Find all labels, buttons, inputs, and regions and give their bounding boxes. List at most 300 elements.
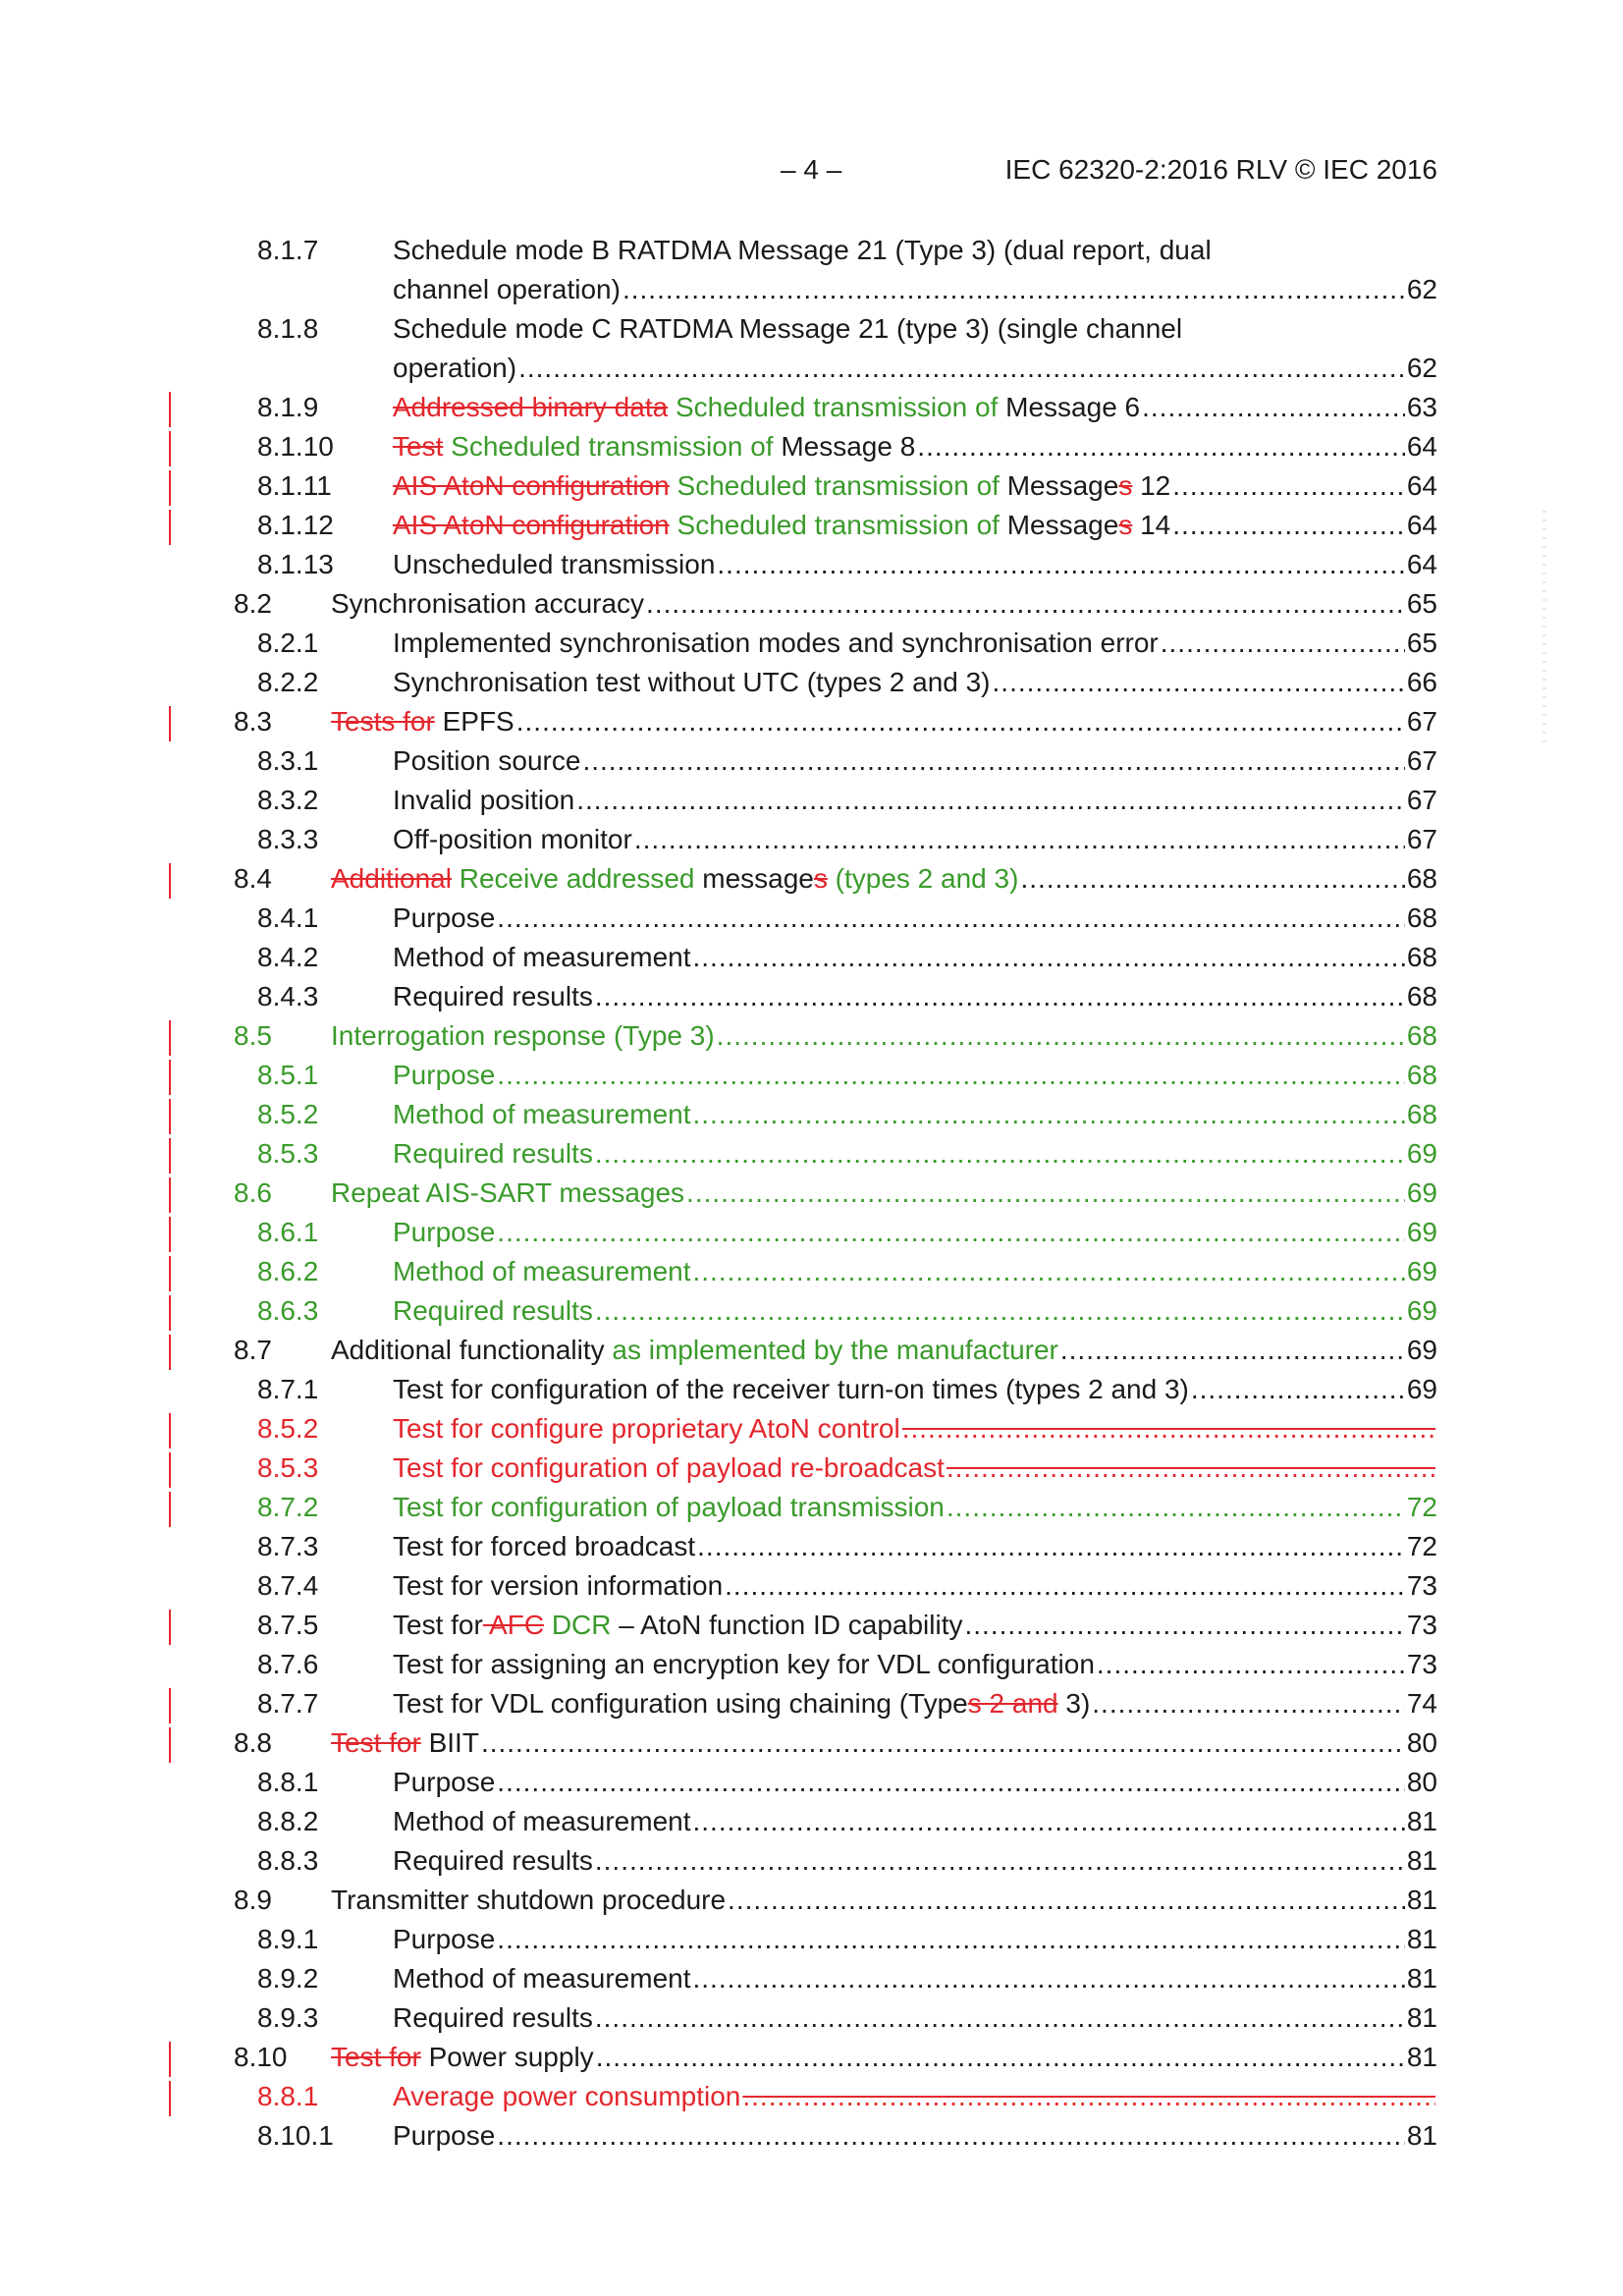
toc-entry-title	[393, 466, 1437, 506]
toc-entry-page: 72	[1406, 1531, 1437, 1561]
change-bar	[169, 1099, 171, 1134]
toc-entry[interactable]	[0, 1016, 1623, 1056]
toc-entry[interactable]	[0, 702, 1623, 741]
title-text: Message 6	[998, 392, 1141, 422]
toc-entry-title	[331, 1723, 1437, 1763]
title-text: BIIT	[420, 1727, 479, 1758]
change-bar	[169, 2042, 171, 2077]
dot-leader	[902, 1409, 1435, 1449]
title-text: Required results	[393, 1138, 593, 1169]
toc-entry[interactable]	[0, 388, 1623, 427]
toc-entry-number: 8.3.2	[257, 785, 319, 815]
toc-entry-number: 8.1.8	[257, 313, 319, 344]
toc-entry-number: 8.1.12	[257, 510, 334, 540]
toc-entry-title	[393, 2116, 1437, 2156]
toc-entry[interactable]	[0, 231, 1623, 309]
change-bar	[169, 1452, 171, 1488]
toc-entry-page: 80	[1406, 1727, 1437, 1758]
toc-entry[interactable]	[0, 663, 1623, 702]
dot-leader	[693, 938, 1405, 977]
toc-entry-page: 81	[1406, 1885, 1437, 1915]
dot-leader	[725, 1566, 1405, 1606]
toc-entry[interactable]	[0, 545, 1623, 584]
toc-entry-page: 68	[1406, 981, 1437, 1011]
change-bar	[169, 510, 171, 545]
title-text: Test for configuration of the receiver turn-on times (types 2 and 3)	[393, 1374, 1189, 1404]
toc-entry-title	[393, 899, 1437, 938]
deleted-text: Addressed binary data	[393, 392, 669, 422]
toc-entry-title	[393, 1998, 1437, 2038]
deleted-text: AIS AtoN configuration	[393, 470, 670, 501]
toc-entry[interactable]	[0, 741, 1623, 781]
dot-leader	[693, 1095, 1405, 1134]
dot-leader	[693, 1959, 1405, 1998]
toc-entry[interactable]	[0, 584, 1623, 624]
toc-entry[interactable]	[0, 1998, 1623, 2038]
toc-entry-page: 65	[1406, 628, 1437, 658]
deleted-text: s	[1118, 470, 1133, 501]
toc-entry-title	[331, 702, 1437, 741]
dot-leader	[518, 349, 1405, 388]
dot-leader	[717, 1016, 1405, 1056]
title-text: Test for VDL configuration using chaining (Type	[393, 1688, 968, 1719]
dot-leader	[595, 977, 1405, 1016]
dot-leader	[1092, 1684, 1405, 1723]
dot-leader	[917, 427, 1405, 466]
deleted-text: s	[813, 863, 828, 894]
dot-leader	[742, 2077, 1435, 2116]
toc-entry-number: 8.7.1	[257, 1374, 319, 1404]
dot-leader	[1060, 1331, 1405, 1370]
title-text	[670, 470, 677, 501]
toc-entry-number: 8.7.4	[257, 1570, 319, 1601]
toc-entry[interactable]	[0, 2116, 1623, 2156]
toc-entry-title	[393, 1409, 1437, 1449]
toc-entry-title	[393, 781, 1437, 820]
toc-entry[interactable]	[0, 1606, 1623, 1645]
toc-entry-number: 8.2	[234, 588, 272, 619]
title-text: Off-position monitor	[393, 824, 632, 854]
title-text: Position source	[393, 745, 581, 776]
dot-leader	[1097, 1645, 1405, 1684]
dot-leader	[686, 1174, 1405, 1213]
toc-entry-page: 69	[1406, 1374, 1437, 1404]
toc-entry[interactable]	[0, 859, 1623, 899]
toc-entry[interactable]	[0, 1527, 1623, 1566]
toc-entry-number: 8.7.2	[257, 1492, 319, 1522]
change-bar	[169, 1177, 171, 1213]
toc-entry-page: 81	[1406, 1845, 1437, 1876]
toc-entry-title	[393, 624, 1437, 663]
toc-entry-title	[331, 1331, 1437, 1370]
title-text: Purpose	[393, 1217, 496, 1247]
toc-entry-number: 8.4.1	[257, 902, 319, 933]
title-text: Implemented synchronisation modes and synchronisation error	[393, 628, 1159, 658]
title-text: Interrogation response (Type 3)	[331, 1020, 715, 1051]
dot-leader	[1172, 466, 1405, 506]
toc-entry-title	[331, 2038, 1437, 2077]
toc-entry[interactable]	[0, 1291, 1623, 1331]
toc-entry-number: 8.5.1	[257, 1060, 319, 1090]
change-bar	[169, 1256, 171, 1291]
dot-leader	[693, 1802, 1405, 1841]
toc-entry-page: 64	[1406, 549, 1437, 579]
toc-entry-number: 8.8.1	[257, 2081, 319, 2111]
toc-entry-page: 68	[1406, 1060, 1437, 1090]
title-text	[828, 863, 836, 894]
toc-entry-title	[393, 1291, 1437, 1331]
title-text: Method of measurement	[393, 1963, 691, 1994]
toc-entry-number: 8.6.3	[257, 1295, 319, 1326]
toc-entry[interactable]	[0, 899, 1623, 938]
toc-entry-page: 67	[1406, 824, 1437, 854]
title-text: Additional functionality	[331, 1335, 613, 1365]
title-text: Method of measurement	[393, 1099, 691, 1129]
title-text: EPFS	[434, 706, 514, 737]
toc-entry-title	[331, 859, 1437, 899]
title-text: Message	[999, 470, 1119, 501]
toc-entry[interactable]	[0, 1095, 1623, 1134]
toc-entry[interactable]	[0, 624, 1623, 663]
toc-entry-page: 69	[1406, 1138, 1437, 1169]
toc-entry-title	[393, 1213, 1437, 1252]
change-bar	[169, 2081, 171, 2116]
toc-entry[interactable]	[0, 1763, 1623, 1802]
toc-entry-number: 8.8.3	[257, 1845, 319, 1876]
toc-entry[interactable]	[0, 2077, 1623, 2116]
title-text: Required results	[393, 1295, 593, 1326]
dot-leader	[1161, 624, 1405, 663]
change-bar	[169, 470, 171, 506]
toc-entry-number: 8.6.1	[257, 1217, 319, 1247]
change-bar	[169, 392, 171, 427]
change-bar	[169, 1217, 171, 1252]
toc-entry-page: 63	[1406, 392, 1437, 422]
page-number: – 4 –	[781, 154, 842, 185]
toc-entry[interactable]	[0, 1959, 1623, 1998]
toc-entry-page: 64	[1406, 470, 1437, 501]
deleted-text: Test	[393, 431, 444, 462]
title-text: Test for configuration of payload transmission	[393, 1492, 945, 1522]
toc-entry[interactable]	[0, 781, 1623, 820]
toc-entry-number: 8.5	[234, 1020, 272, 1051]
change-bar	[169, 1727, 171, 1763]
toc-entry-title	[393, 309, 1437, 388]
title-text: Message	[999, 510, 1119, 540]
toc-entry[interactable]	[0, 506, 1623, 545]
toc-entry-page: 81	[1406, 2002, 1437, 2033]
toc-entry[interactable]	[0, 1684, 1623, 1723]
toc-entry-title	[393, 231, 1437, 309]
toc-entry-number: 8.2.2	[257, 667, 319, 697]
toc-entry-number: 8.3.3	[257, 824, 319, 854]
page-header	[0, 150, 1623, 190]
toc-entry-page: 66	[1406, 667, 1437, 697]
toc-entry-page: 69	[1406, 1295, 1437, 1326]
toc-entry-number: 8.9.1	[257, 1924, 319, 1954]
toc-entry-number: 8.10.1	[257, 2120, 334, 2151]
title-text: Purpose	[393, 1924, 496, 1954]
change-bar	[169, 1020, 171, 1056]
toc-entry-title	[331, 1174, 1437, 1213]
deleted-text: s 2 and	[967, 1688, 1058, 1719]
toc-entry[interactable]	[0, 309, 1623, 388]
toc-entry-title	[393, 820, 1437, 859]
toc-entry[interactable]	[0, 1881, 1623, 1920]
toc-entry-number: 8.7.5	[257, 1610, 319, 1640]
toc-entry-page: 68	[1406, 942, 1437, 972]
toc-entry[interactable]	[0, 1134, 1623, 1174]
toc-entry-page: 64	[1406, 510, 1437, 540]
dot-leader	[964, 1606, 1404, 1645]
inserted-text: (types 2 and 3)	[835, 863, 1019, 894]
deleted-text: Additional	[331, 863, 452, 894]
dot-leader	[622, 270, 1405, 309]
toc-entry-title	[393, 1527, 1437, 1566]
toc-entry-title	[393, 1370, 1437, 1409]
dot-leader	[576, 781, 1405, 820]
toc-entry-number: 8.4.2	[257, 942, 319, 972]
title-text: Schedule mode C RATDMA Message 21 (type 3) (single channel	[393, 313, 1183, 344]
dot-leader	[697, 1527, 1405, 1566]
dot-leader	[497, 1213, 1405, 1252]
toc-entry-number: 8.7.3	[257, 1531, 319, 1561]
toc-entry-number: 8.3	[234, 706, 272, 737]
toc-entry-page: 65	[1406, 588, 1437, 619]
document-id: IEC 62320-2:2016 RLV © IEC 2016	[1004, 154, 1437, 185]
toc-entry-number: 8.1.10	[257, 431, 334, 462]
toc-entry[interactable]	[0, 1056, 1623, 1095]
toc-entry-number: 8.8.2	[257, 1806, 319, 1836]
title-text: Schedule mode B RATDMA Message 21 (Type 3) (dual report, dual	[393, 235, 1212, 265]
title-text	[443, 431, 451, 462]
toc-entry-number: 8.1.13	[257, 549, 334, 579]
title-text: Synchronisation accuracy	[331, 588, 645, 619]
deleted-text: Test for	[331, 1727, 421, 1758]
toc-entry-title	[393, 1056, 1437, 1095]
toc-entry-page: 62	[1406, 274, 1437, 304]
change-bar	[169, 863, 171, 899]
dot-leader	[497, 1920, 1405, 1959]
change-bar	[169, 1492, 171, 1527]
toc-entry-title	[393, 1959, 1437, 1998]
dot-leader	[634, 820, 1405, 859]
toc-entry-page: 80	[1406, 1767, 1437, 1797]
title-text: Repeat AIS-SART messages	[331, 1177, 685, 1208]
toc-entry-page: 73	[1406, 1610, 1437, 1640]
title-text: Purpose	[393, 902, 496, 933]
dot-leader	[693, 1252, 1405, 1291]
toc-entry-title	[393, 1566, 1437, 1606]
title-text	[452, 863, 460, 894]
title-text: Invalid position	[393, 785, 575, 815]
dot-leader	[595, 1841, 1405, 1881]
toc-entry[interactable]	[0, 466, 1623, 506]
inserted-text: DCR	[551, 1610, 612, 1640]
change-bar	[169, 1138, 171, 1174]
toc-entry[interactable]	[0, 2038, 1623, 2077]
title-text: Message 8	[773, 431, 916, 462]
title-text: channel operation)	[393, 274, 621, 304]
change-bar	[169, 1413, 171, 1449]
deleted-text: AFC	[482, 1610, 545, 1640]
title-text: Purpose	[393, 2120, 496, 2151]
title-text: operation)	[393, 353, 517, 383]
toc-entry-number: 8.7.6	[257, 1649, 319, 1679]
toc-entry-number: 8.9	[234, 1885, 272, 1915]
toc-entry-number: 8.6.2	[257, 1256, 319, 1286]
toc-entry[interactable]	[0, 1174, 1623, 1213]
toc-entry[interactable]	[0, 1331, 1623, 1370]
title-text: Required results	[393, 2002, 593, 2033]
title-text: Required results	[393, 981, 593, 1011]
title-text	[670, 510, 677, 540]
toc-entry[interactable]	[0, 1488, 1623, 1527]
toc-entry-title	[393, 741, 1437, 781]
title-text: Test for assigning an encryption key for VDL configuration	[393, 1649, 1095, 1679]
toc-entry-number: 8.5.2	[257, 1099, 319, 1129]
title-text: Method of measurement	[393, 942, 691, 972]
toc-entry-title	[393, 545, 1437, 584]
toc-entry-page: 62	[1406, 353, 1437, 383]
toc-entry[interactable]	[0, 820, 1623, 859]
dot-leader	[516, 702, 1405, 741]
toc-entry-page: 73	[1406, 1649, 1437, 1679]
dot-leader	[728, 1881, 1405, 1920]
toc-entry-number: 8.2.1	[257, 628, 319, 658]
toc-entry[interactable]	[0, 1920, 1623, 1959]
dot-leader	[1191, 1370, 1405, 1409]
toc-entry-page: 68	[1406, 1099, 1437, 1129]
change-bar	[169, 1610, 171, 1645]
title-text: Test for	[393, 1610, 483, 1640]
toc-entry-title	[393, 1684, 1437, 1723]
dot-leader	[497, 1056, 1405, 1095]
toc-entry[interactable]	[0, 1802, 1623, 1841]
toc-entry-page: 68	[1406, 1020, 1437, 1051]
inserted-text: Scheduled transmission of	[676, 470, 1000, 501]
toc-entry-title	[393, 1252, 1437, 1291]
toc-entry-page: 69	[1406, 1335, 1437, 1365]
toc-entry-title	[393, 663, 1437, 702]
toc-entry-number: 8.7	[234, 1335, 272, 1365]
toc-entry[interactable]	[0, 1566, 1623, 1606]
dot-leader	[1172, 506, 1405, 545]
dot-leader	[595, 1291, 1405, 1331]
title-text: Test for version information	[393, 1570, 724, 1601]
toc-entry[interactable]	[0, 977, 1623, 1016]
title-text: message	[694, 863, 814, 894]
title-text: Method of measurement	[393, 1806, 691, 1836]
title-text: Synchronisation test without UTC (types 2 and 3)	[393, 667, 991, 697]
toc-entry-title	[393, 1763, 1437, 1802]
toc-entry-title	[393, 1488, 1437, 1527]
title-text: Test for configure proprietary AtoN control	[393, 1413, 900, 1444]
title-text: 14	[1132, 510, 1171, 540]
toc-entry[interactable]	[0, 1370, 1623, 1409]
toc-entry-page: 69	[1406, 1217, 1437, 1247]
title-text: Test for configuration of payload re-broadcast	[393, 1452, 945, 1483]
title-text: Transmitter shutdown procedure	[331, 1885, 727, 1915]
toc-entry-number: 8.1.9	[257, 392, 319, 422]
toc-entry-number: 8.4.3	[257, 981, 319, 1011]
toc-entry-title	[393, 1920, 1437, 1959]
inserted-text: as implemented by the manufacturer	[612, 1335, 1058, 1365]
toc-entry-page: 67	[1406, 745, 1437, 776]
toc-entry-title	[331, 584, 1437, 624]
inserted-text: Scheduled transmission of	[451, 431, 774, 462]
toc-entry-number: 8.7.7	[257, 1688, 319, 1719]
toc-entry-number: 8.6	[234, 1177, 272, 1208]
toc-entry-page: 64	[1406, 431, 1437, 462]
dot-leader	[646, 584, 1405, 624]
margin-scan-marks	[1542, 511, 1546, 746]
title-text: Test for forced broadcast	[393, 1531, 696, 1561]
toc-entry[interactable]	[0, 938, 1623, 977]
title-text: – AtoN function ID capability	[611, 1610, 963, 1640]
toc-entry-page: 67	[1406, 785, 1437, 815]
toc-entry-title	[331, 1881, 1437, 1920]
inserted-text: Scheduled transmission of	[675, 392, 999, 422]
change-bar	[169, 1060, 171, 1095]
toc-entry[interactable]	[0, 1645, 1623, 1684]
toc-entry-title	[393, 938, 1437, 977]
toc-entry[interactable]	[0, 1409, 1623, 1449]
title-text: Purpose	[393, 1767, 496, 1797]
toc-entry-page: 81	[1406, 2120, 1437, 2151]
title-text: Required results	[393, 1845, 593, 1876]
dot-leader	[1020, 859, 1404, 899]
dot-leader	[481, 1723, 1405, 1763]
dot-leader	[595, 1134, 1405, 1174]
dot-leader	[993, 663, 1405, 702]
toc-entry-page: 73	[1406, 1570, 1437, 1601]
toc-entry-title	[393, 427, 1437, 466]
toc-entry-page: 81	[1406, 1806, 1437, 1836]
toc-entry[interactable]	[0, 1252, 1623, 1291]
inserted-text: Receive addressed	[459, 863, 695, 894]
title-text	[544, 1610, 552, 1640]
toc-entry-page: 74	[1406, 1688, 1437, 1719]
toc-entry-title	[393, 1841, 1437, 1881]
toc-entry[interactable]	[0, 1213, 1623, 1252]
toc-entry-page: 69	[1406, 1256, 1437, 1286]
dot-leader	[497, 2116, 1405, 2156]
toc-entry-title	[393, 506, 1437, 545]
change-bar	[169, 1295, 171, 1331]
toc-entry-number: 8.9.2	[257, 1963, 319, 1994]
toc-entry[interactable]	[0, 427, 1623, 466]
change-bar	[169, 706, 171, 741]
toc-entry-page: 68	[1406, 902, 1437, 933]
toc-entry-page: 67	[1406, 706, 1437, 737]
toc-entry-title	[393, 1095, 1437, 1134]
toc-entry[interactable]	[0, 1449, 1623, 1488]
toc-entry[interactable]	[0, 1841, 1623, 1881]
title-text: Power supply	[420, 2042, 594, 2072]
toc-entry-page: 69	[1406, 1177, 1437, 1208]
title-text: 3)	[1057, 1688, 1091, 1719]
toc-entry-title	[393, 388, 1437, 427]
dot-leader	[497, 899, 1405, 938]
toc-entry-title	[393, 1606, 1437, 1645]
toc-entry-number: 8.9.3	[257, 2002, 319, 2033]
toc-entry-page: 81	[1406, 1924, 1437, 1954]
toc-entry-number: 8.5.3	[257, 1138, 319, 1169]
toc-entry-title	[393, 977, 1437, 1016]
toc-entry-title	[393, 1449, 1437, 1488]
toc-entry[interactable]	[0, 1723, 1623, 1763]
